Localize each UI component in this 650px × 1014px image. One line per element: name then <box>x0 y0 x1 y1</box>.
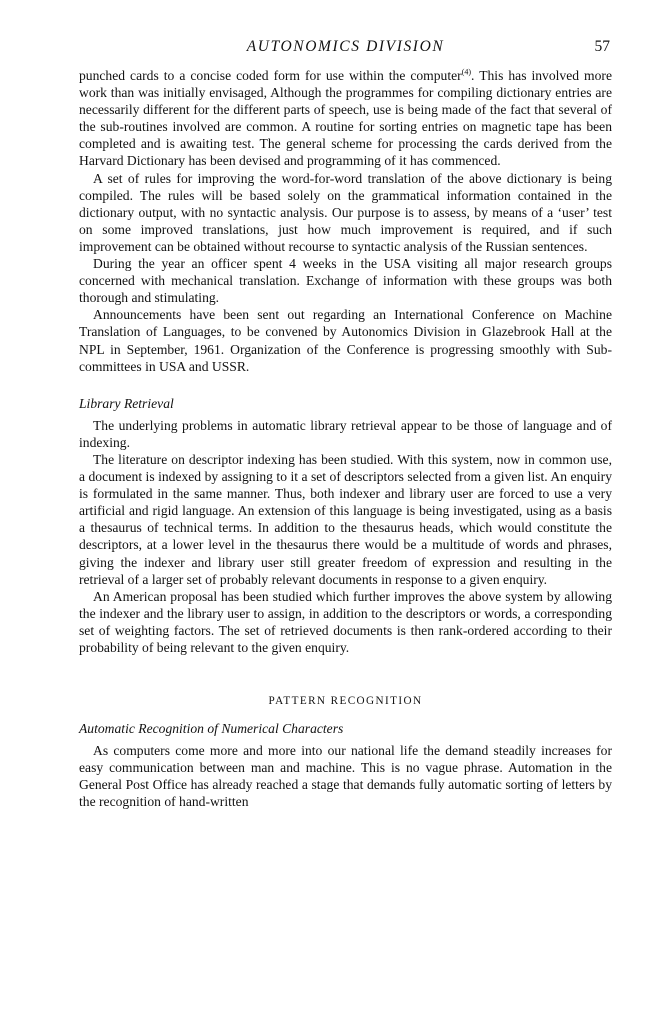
section-heading-library-retrieval: Library Retrieval <box>79 395 174 411</box>
document-page <box>79 38 612 811</box>
paragraph-computers-demand: As computers come more and more into our national life the demand steadily increases for easy communication between man and machine. This is no vague phrase. Automation in the General Post Office has already reached a stage that demands fully automatic sorting of letters by the recognition of hand-written <box>79 743 612 810</box>
paragraph-translation-rules: A set of rules for improving the word-for-word translation of the above dictionary is being compiled. The rules will be based solely on the grammatical information contained in the dictionary output, with no syntactic analysis. Our purpose is to assess, by means of a ‘user’ test on some improved translations, just how much improvement is required, and if such improvement can be obtained without recourse to syntactic analysis of the Russian sentences. <box>79 170 612 254</box>
running-head <box>79 38 612 60</box>
paragraph-american-proposal: An American proposal has been studied which further improves the above system by allowing the indexer and the library user to assign, in addition to the descriptors or words, a corresponding set of weighting factors. The set of retrieved documents is then rank-ordered according to their probability of being relevant to the given enquiry. <box>79 588 612 655</box>
subsection-heading-numerical-characters: Automatic Recognition of Numerical Characters <box>79 721 344 737</box>
paragraph-text: . This has involved more work than was initially envisaged, Although the programmes for compiling dictionary entries are necessarily different for the different parts of speech, use is being made of the fact that several of the sub-routines involved are common. A routine for sorting entries on magnetic tape has been completed and is awaiting test. The general scheme for processing the cards derived from the Harvard Dictionary has been devised and programming of it has commenced. <box>79 68 612 169</box>
paragraph-retrieval-problems: The underlying problems in automatic library retrieval appear to be those of language and of indexing. <box>79 417 612 450</box>
paragraph-usa-visit: During the year an officer spent 4 weeks in the USA visiting all major research groups concerned with mechanical translation. Exchange of information with these groups was both thorough and stimulating. <box>79 256 612 306</box>
paragraph-text: punched cards to a concise coded form for use within the computer <box>79 68 462 83</box>
section-heading-pattern-recognition: PATTERN RECOGNITION <box>268 695 423 708</box>
paragraph-conference: Announcements have been sent out regarding an International Conference on Machine Translation of Languages, to be convened by Autonomics Division in Glazebrook Hall at the NPL in September, 1961. Organization of the Conference is progressing smoothly with Sub-committees in USA and USSR. <box>79 307 612 374</box>
reference-superscript: (4) <box>461 67 472 77</box>
paragraph-descriptor-indexing: The literature on descriptor indexing has been studied. With this system, now in common use, a document is indexed by assigning to it a set of descriptors selected from a given list. An enquiry is formulated in the same manner. Thus, both indexer and library user are forced to use a very artificial and rigid language. An extension of this language is being investigated, using as a basis a thesaurus of technical terms. In addition to the thesaurus heads, which would constitute the descriptors, at a lower level in the thesaurus there would be a multitude of words and phrases, giving the indexer and library user still greater freedom of expression and resulting in the retrieval of a larger set of probably relevant documents in response to a given enquiry. <box>79 451 612 587</box>
running-title: AUTONOMICS DIVISION <box>246 38 445 55</box>
page-number: 57 <box>594 38 610 55</box>
paragraph-dictionary-programming <box>79 67 612 170</box>
